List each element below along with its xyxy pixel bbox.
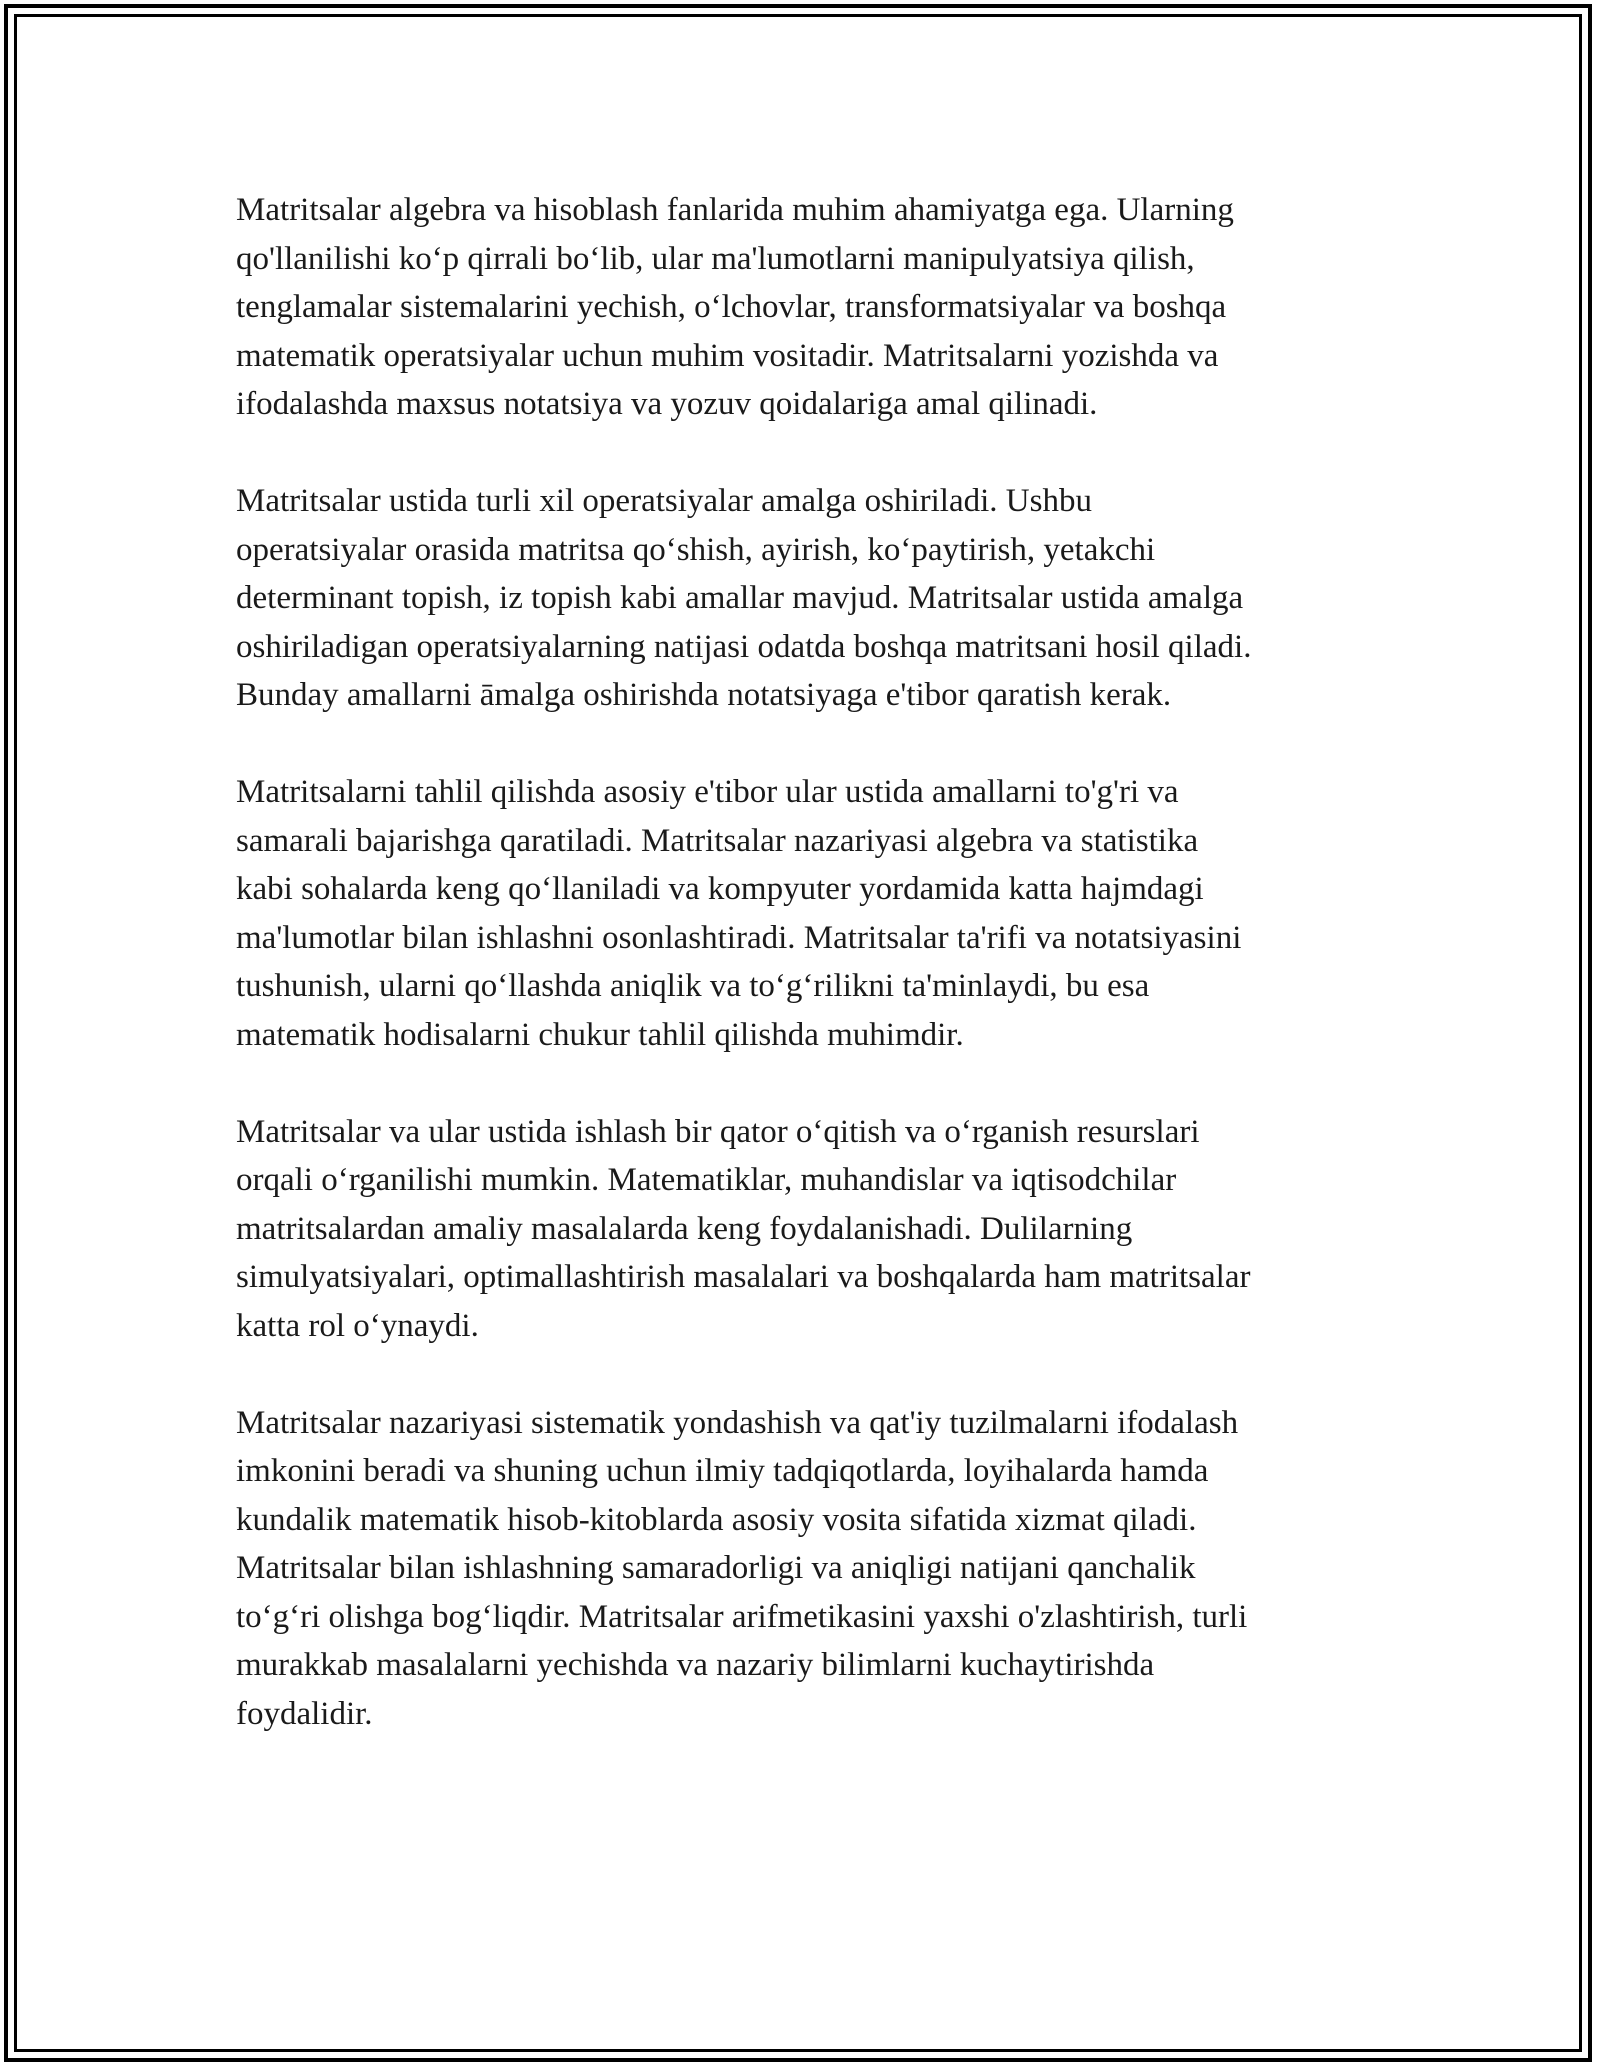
text-line: simulyatsiyalari, optimallashtirish masalalari va boshqalarda ham matritsalar [236, 1259, 1251, 1295]
text-line: tenglamalar sistemalarini yechish, o‘lchovlar, transformatsiyalar va boshqa [236, 289, 1227, 325]
paragraph-4 [236, 1108, 1366, 1351]
text-line: qo'llanilishi ko‘p qirrali bo‘lib, ular ma'lumotlarni manipulyatsiya qilish, [236, 240, 1195, 277]
text-line: Matritsalar algebra va hisoblash fanlarida muhim ahamiyatga ega. Ularning [236, 192, 1234, 228]
paragraph-3 [236, 768, 1366, 1059]
text-line: Matritsalarni tahlil qilishda asosiy e'tibor ular ustida amallarni to'g'ri va [236, 774, 1179, 810]
text-line: operatsiyalar orasida matritsa qo‘shish, ayirish, ko‘paytirish, yetakchi [236, 531, 1156, 568]
text-line: Matritsalar va ular ustida ishlash bir qator o‘qitish va o‘rganish resurslari [236, 1113, 1200, 1150]
paragraph-2 [236, 477, 1366, 720]
text-line: ifodalashda maxsus notatsiya va yozuv qoidalariga amal qilinadi. [236, 386, 1098, 422]
text-line: matematik hodisalarni chukur tahlil qilishda muhimdir. [236, 1016, 964, 1053]
text-line: matritsalardan amaliy masalalarda keng foydalanishadi. Dulilarning [236, 1210, 1133, 1247]
text-line: Bunday amallarni āmalga oshirishda notatsiyaga e'tibor qaratish kerak. [236, 677, 1172, 713]
paragraph-1 [236, 186, 1366, 429]
text-line: murakkab masalalarni yechishda va nazariy bilimlarni kuchaytirishda [236, 1647, 1155, 1683]
text-line: matematik operatsiyalar uchun muhim vositadir. Matritsalarni yozishda va [236, 337, 1219, 374]
text-line: Matritsalar nazariyasi sistematik yondashish va qat'iy tuzilmalarni ifodalash [236, 1404, 1239, 1441]
text-line: oshiriladigan operatsiyalarning natijasi odatda boshqa matritsani hosil qiladi. [236, 628, 1252, 665]
text-line: foydalidir. [236, 1695, 373, 1732]
text-line: kundalik matematik hisob-kitoblarda asosiy vosita sifatida xizmat qiladi. [236, 1501, 1197, 1538]
document-body [236, 186, 1366, 1738]
text-line: Matritsalar bilan ishlashning samaradorligi va aniqligi natijani qanchalik [236, 1550, 1196, 1586]
text-line: ma'lumotlar bilan ishlashni osonlashtiradi. Matritsalar ta'rifi va notatsiyasini [236, 919, 1242, 956]
text-line: orqali o‘rganilishi mumkin. Matematiklar, muhandislar va iqtisodchilar [236, 1162, 1177, 1198]
text-line: determinant topish, iz topish kabi amallar mavjud. Matritsalar ustida amalga [236, 580, 1244, 616]
text-line: kabi sohalarda keng qo‘llaniladi va kompyuter yordamida katta hajmdagi [236, 871, 1204, 907]
text-line: Matritsalar ustida turli xil operatsiyalar amalga oshiriladi. Ushbu [236, 483, 1092, 519]
text-line: tushunish, ularni qo‘llashda aniqlik va to‘g‘rilikni ta'minlaydi, bu esa [236, 968, 1150, 1004]
paragraph-5 [236, 1399, 1366, 1739]
text-line: to‘g‘ri olishga bog‘liqdir. Matritsalar arifmetikasini yaxshi o'zlashtirish, turli [236, 1598, 1248, 1635]
text-line: imkonini beradi va shuning uchun ilmiy tadqiqotlarda, loyihalarda hamda [236, 1453, 1209, 1489]
text-line: samarali bajarishga qaratiladi. Matritsalar nazariyasi algebra va statistika [236, 822, 1199, 859]
text-line: katta rol o‘ynaydi. [236, 1307, 479, 1344]
